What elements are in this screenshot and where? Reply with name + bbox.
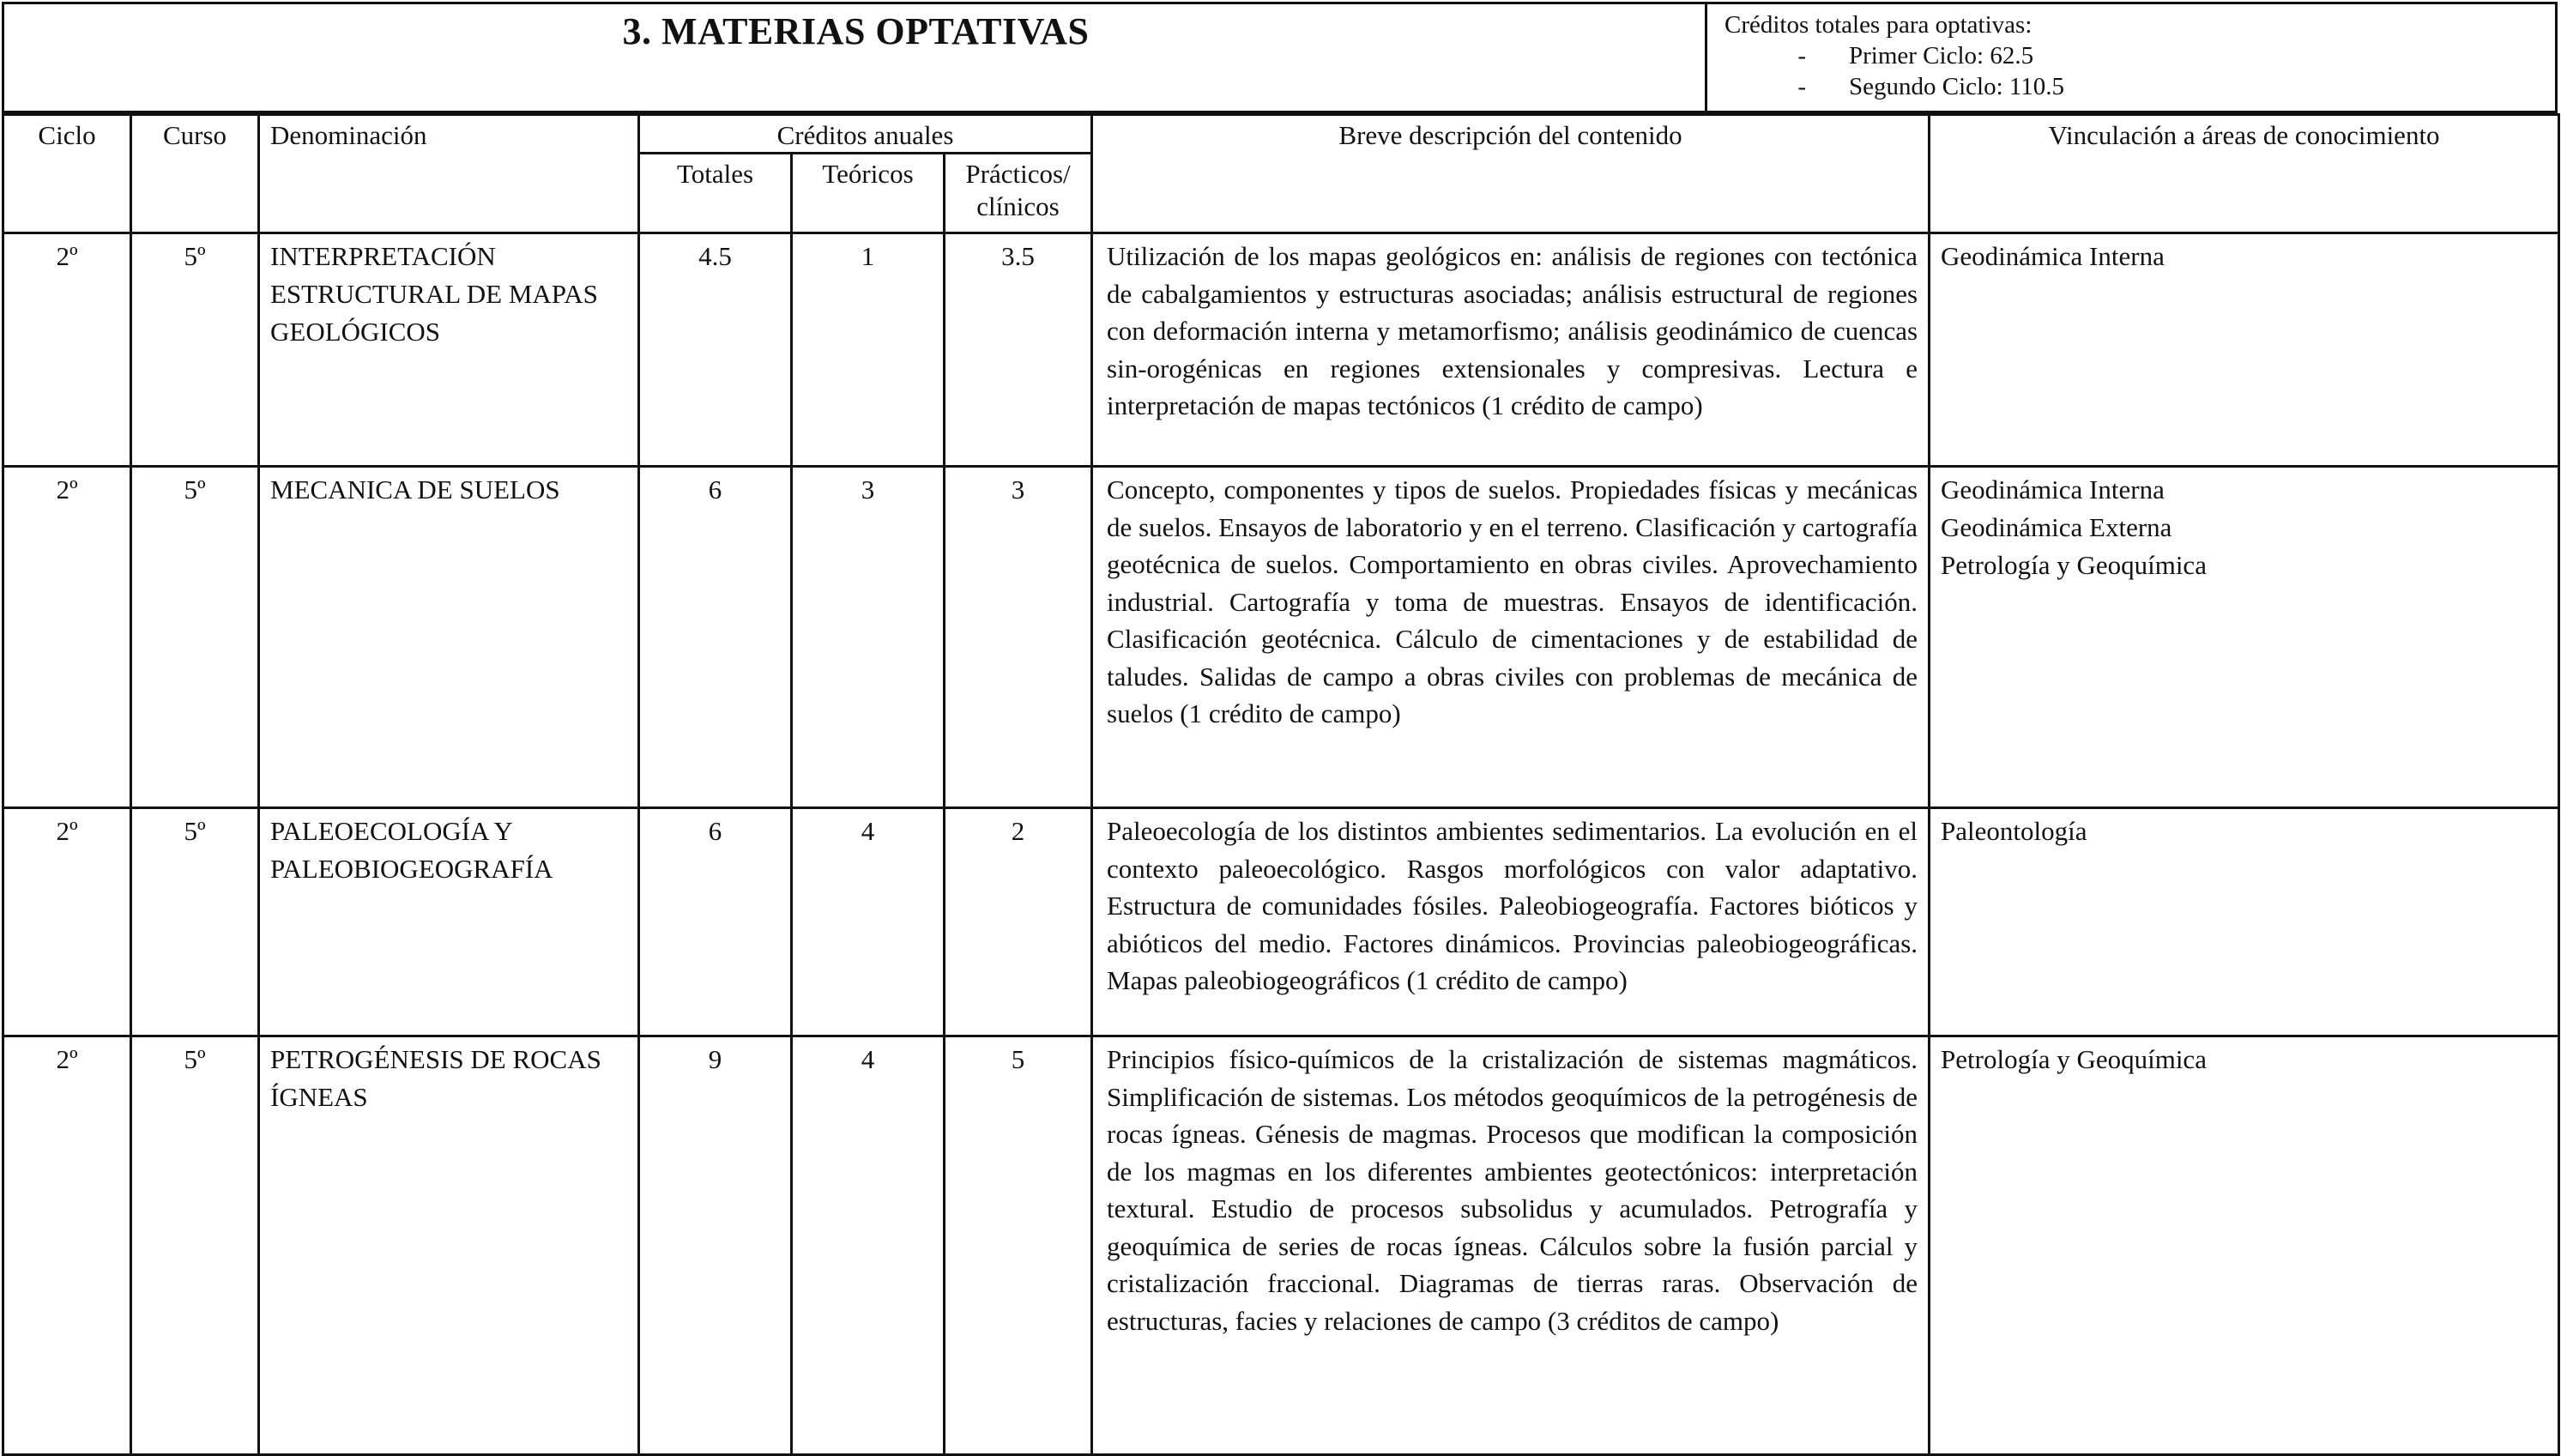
cell-practicos: 3: [945, 467, 1092, 808]
cell-teoricos: 4: [792, 1036, 945, 1455]
cell-vinculacion: [1930, 233, 2559, 467]
cell-denominacion: PALEOECOLOGÍA Y PALEOBIOGEOGRAFÍA: [259, 808, 639, 1036]
col-header-creditos: Créditos anuales: [639, 115, 1092, 154]
cell-curso: 5º: [131, 467, 259, 808]
table-row: [3, 233, 2559, 467]
cell-denominacion: PETROGÉNESIS DE ROCAS ÍGNEAS: [259, 1036, 639, 1455]
cell-descripcion: Concepto, componentes y tipos de suelos. Propiedades físicas y mecánicas de suelos. Ensayos de laboratorio y en el terreno. Clasificación y cartografía geotécnica de suelos. Comportamiento en obras civiles. Aprovechamiento industrial. Cartografía y toma de muestras. Ensayos de identificación. Clasificación geotécnica. Cálculo de cimentaciones y de estabilidad de taludes. Salidas de campo a obras civiles con problemas de mecánica de suelos (1 crédito de campo): [1092, 467, 1930, 808]
subjects-table: [2, 113, 2560, 1456]
cell-vinculacion: [1930, 808, 2559, 1036]
cell-teoricos: 3: [792, 467, 945, 808]
table-row: [3, 1036, 2559, 1455]
cell-denominacion: MECANICA DE SUELOS: [259, 467, 639, 808]
table-row: [3, 467, 2559, 808]
col-header-totales: Totales: [639, 154, 792, 233]
cell-curso: 5º: [131, 1036, 259, 1455]
cell-descripcion: Paleoecología de los distintos ambientes sedimentarios. La evolución en el contexto paleoecológico. Rasgos morfológicos con valor adaptativo. Estructura de comunidades fósiles. Paleobiogeografía. Factores bióticos y abióticos del medio. Factores dinámicos. Provincias paleobiogeográficas. Mapas paleobiogeográficos (1 crédito de campo): [1092, 808, 1930, 1036]
col-header-curso: Curso: [131, 115, 259, 233]
area-item: Petrología y Geoquímica: [1941, 550, 2207, 580]
cell-practicos: 5: [945, 1036, 1092, 1455]
col-header-denominacion: Denominación: [259, 115, 639, 233]
credits-item: - Segundo Ciclo: 110.5: [1797, 73, 2065, 100]
area-item: Geodinámica Interna: [1941, 241, 2165, 271]
col-header-descripcion: Breve descripción del contenido: [1092, 115, 1930, 233]
header-row: [3, 115, 2559, 154]
cell-totales: 9: [639, 1036, 792, 1455]
area-item: Geodinámica Interna: [1941, 474, 2165, 504]
cell-ciclo: 2º: [3, 467, 131, 808]
credits-total-label: Créditos totales para optativas:: [1724, 11, 2032, 39]
cell-teoricos: 1: [792, 233, 945, 467]
area-item: Geodinámica Externa: [1941, 512, 2172, 542]
cell-vinculacion: [1930, 1036, 2559, 1455]
cell-ciclo: 2º: [3, 233, 131, 467]
col-header-ciclo: Ciclo: [3, 115, 131, 233]
cell-descripcion: Utilización de los mapas geológicos en: análisis de regiones con tectónica de cabalgamientos y estructuras asociadas; análisis estructural de regiones con deformación interna y metamorfismo; análisis geodinámico de cuencas sin-orogénicas en regiones extensionales y compresivas. Lectura e interpretación de mapas tectónicos (1 crédito de campo): [1092, 233, 1930, 467]
cell-curso: 5º: [131, 808, 259, 1036]
cell-totales: 4.5: [639, 233, 792, 467]
header-divider: [1705, 4, 1707, 111]
page-title: 3. MATERIAS OPTATIVAS: [622, 10, 1090, 52]
cell-denominacion: INTERPRETACIÓN ESTRUCTURAL DE MAPAS GEOLÓGICOS: [259, 233, 639, 467]
col-header-vinculacion: Vinculación a áreas de conocimiento: [1930, 115, 2559, 233]
credits-total-box: [1724, 9, 2064, 102]
col-header-practicos: Prácticos/ clínicos: [945, 154, 1092, 233]
col-header-teoricos: Teóricos: [792, 154, 945, 233]
cell-vinculacion: [1930, 467, 2559, 808]
cell-practicos: 2: [945, 808, 1092, 1036]
cell-practicos: 3.5: [945, 233, 1092, 467]
area-item: Petrología y Geoquímica: [1941, 1044, 2207, 1074]
cell-totales: 6: [639, 467, 792, 808]
cell-totales: 6: [639, 808, 792, 1036]
cell-teoricos: 4: [792, 808, 945, 1036]
header-band: [2, 2, 2558, 113]
table-row: [3, 808, 2559, 1036]
cell-ciclo: 2º: [3, 808, 131, 1036]
cell-curso: 5º: [131, 233, 259, 467]
credits-item: - Primer Ciclo: 62.5: [1797, 42, 2034, 69]
cell-ciclo: 2º: [3, 1036, 131, 1455]
cell-descripcion: Principios físico-químicos de la cristalización de sistemas magmáticos. Simplificación de sistemas. Los métodos geoquímicos de la petrogénesis de rocas ígneas. Génesis de magmas. Procesos que modifican la composición de los magmas en los diferentes ambientes geotectónicos: interpretación textural. Estudio de procesos subsolidus y acumulados. Petrografía y geoquímica de series de rocas ígneas. Cálculos sobre la fusión parcial y cristalización fraccional. Diagramas de tierras raras. Observación de estructuras, facies y relaciones de campo (3 créditos de campo): [1092, 1036, 1930, 1455]
area-item: Paleontología: [1941, 816, 2087, 846]
